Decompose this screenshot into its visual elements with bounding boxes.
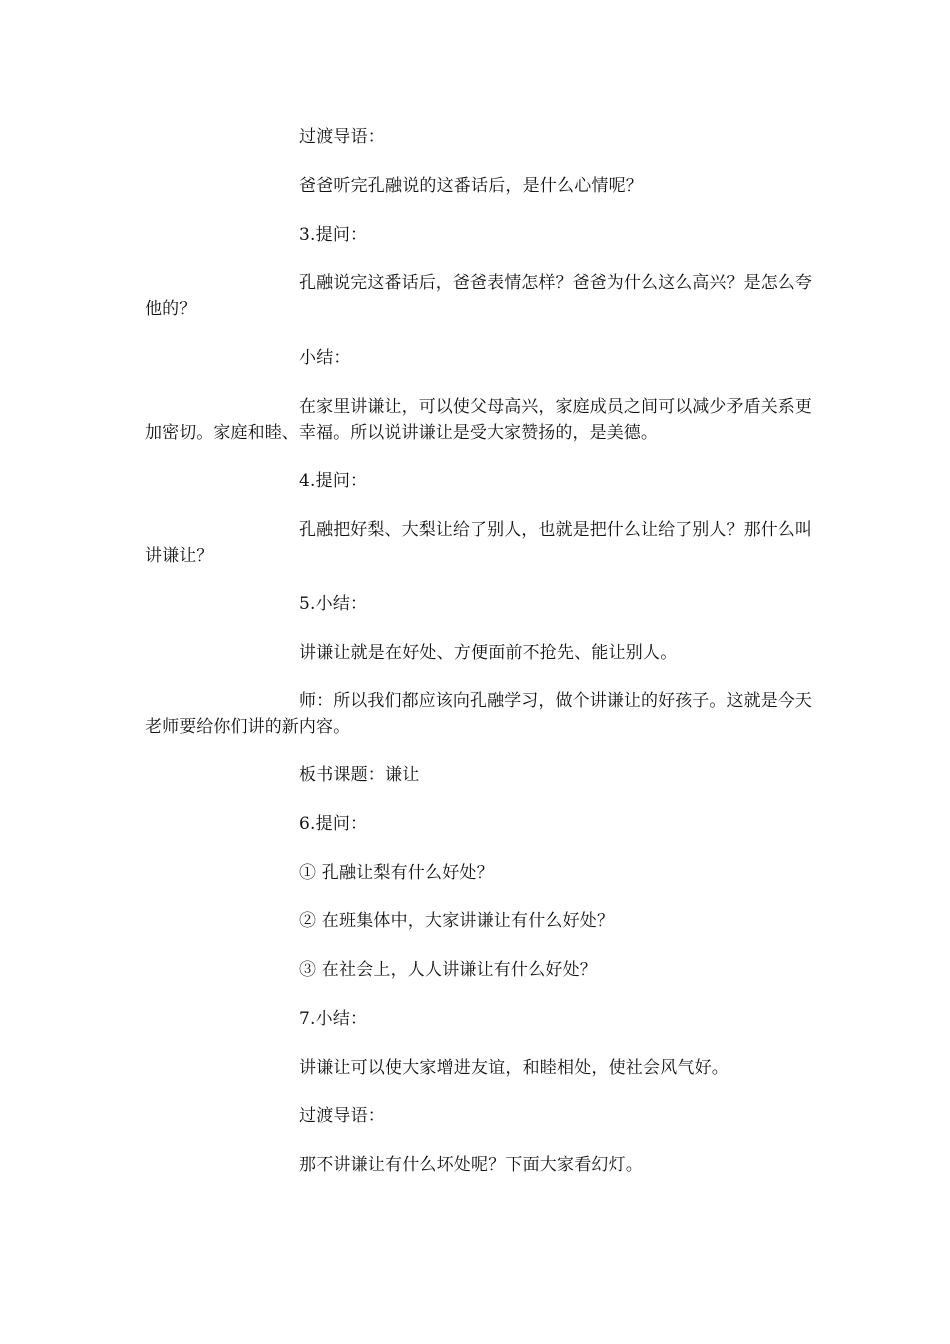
paragraph-summary-7: 7.小结： xyxy=(299,1009,368,1029)
paragraph-question-3: 3.提问： xyxy=(299,225,368,245)
paragraph-board-title: 板书课题：谦让 xyxy=(299,765,420,785)
paragraph-subquestion-3: ③ 在社会上，人人讲谦让有什么好处？ xyxy=(299,960,598,980)
paragraph-summary-5: 5.小结： xyxy=(299,594,368,614)
paragraph-definition: 讲谦让就是在好处、方便面前不抢先、能让别人。 xyxy=(299,643,678,663)
paragraph-subquestion-2: ② 在班集体中，大家讲谦让有什么好处？ xyxy=(299,911,615,931)
paragraph-transition-2: 过渡导语： xyxy=(299,1106,385,1126)
paragraph-pear-question: 孔融把好梨、大梨让给了别人，也就是把什么让给了别人？那什么叫讲谦让？ xyxy=(145,520,812,566)
paragraph-teacher-remark: 师：所以我们都应该向孔融学习，做个讲谦让的好孩子。这就是今天老师要给你们讲的新内容。 xyxy=(145,691,812,737)
paragraph-subquestion-1: ① 孔融让梨有什么好处？ xyxy=(299,863,494,883)
paragraph-friendship: 讲谦让可以使大家增进友谊，和睦相处，使社会风气好。 xyxy=(299,1058,729,1078)
paragraph-slides: 那不讲谦让有什么坏处呢？下面大家看幻灯。 xyxy=(299,1155,643,1175)
paragraph-transition-1: 过渡导语： xyxy=(299,127,385,147)
paragraph-father-expression: 孔融说完这番话后，爸爸表情怎样？爸爸为什么这么高兴？是怎么夸他的？ xyxy=(145,273,812,319)
paragraph-question-6: 6.提问： xyxy=(299,814,368,834)
paragraph-father-mood: 爸爸听完孔融说的这番话后，是什么心情呢？ xyxy=(299,176,643,196)
paragraph-question-4: 4.提问： xyxy=(299,471,368,491)
paragraph-summary: 小结： xyxy=(299,348,351,368)
paragraph-family-humility: 在家里讲谦让，可以使父母高兴，家庭成员之间可以减少矛盾关系更加密切。家庭和睦、幸福。所以说讲谦让是受大家赞扬的，是美德。 xyxy=(145,397,812,443)
